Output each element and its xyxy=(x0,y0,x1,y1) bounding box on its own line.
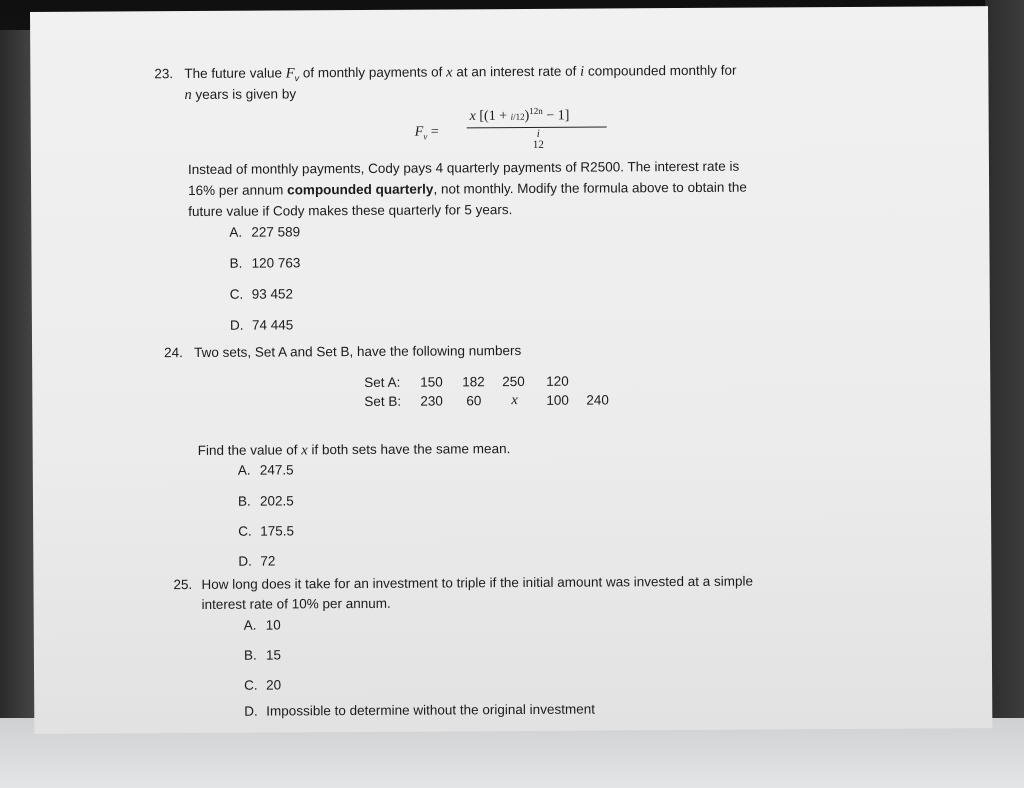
question-23-option-c: C. 93 452 xyxy=(229,286,294,302)
question-23-body-1: Instead of monthly payments, Cody pays 4 quarterly payments of R2500. The interest rate is xyxy=(187,158,740,178)
set-b-value: 240 xyxy=(586,392,609,408)
question-24-option-a: A. 247.5 xyxy=(237,462,294,478)
question-23-line-2: n years is given by xyxy=(184,86,297,104)
formula-numerator: x $[(1 + i/12)^{12n} - 1]$ xyxy=(469,105,570,124)
question-25-option-a: A. 10 xyxy=(243,617,281,633)
question-24-option-c: C. 175.5 xyxy=(238,523,295,539)
question-25-option-d: D. Impossible to determine without the original investment xyxy=(244,701,595,719)
set-b-value: x xyxy=(511,392,518,409)
question-23-body-2: 16% per annum compounded quarterly, not monthly. Modify the formula above to obtain the xyxy=(188,179,747,199)
question-24-option-d: D. 72 xyxy=(238,553,276,569)
question-25-line-2: interest rate of 10% per annum. xyxy=(201,595,391,612)
formula-lhs: $F_v$ = xyxy=(414,124,439,142)
question-23-option-a: A. 227 589 xyxy=(229,224,301,240)
set-b-value: 60 xyxy=(466,393,482,409)
question-24-number: 24. xyxy=(164,345,183,361)
document-page xyxy=(30,6,992,734)
set-a-value: 120 xyxy=(546,373,569,389)
question-23-option-b: B. 120 763 xyxy=(229,255,301,271)
formula-denominator: i 12 xyxy=(532,127,544,151)
question-23-number: 23. xyxy=(154,66,174,82)
set-a-value: 150 xyxy=(420,374,443,390)
question-25-line-1: How long does it take for an investment to triple if the initial amount was invested at a simple xyxy=(201,573,754,592)
set-a-value: 250 xyxy=(502,373,525,390)
set-a-value: 182 xyxy=(462,374,485,390)
set-b-label: Set B: xyxy=(364,393,402,409)
question-24-option-b: B. 202.5 xyxy=(237,493,294,509)
question-23-line-1: The future value $F_v$ of monthly payments of x at an interest rate of i compounded monthly for xyxy=(184,62,737,84)
question-24-prompt: Find the value of x if both sets have the same mean. xyxy=(197,441,511,459)
question-24-text: Two sets, Set A and Set B, have the following numbers xyxy=(194,343,522,361)
question-25-number: 25. xyxy=(173,577,193,593)
future-value-formula xyxy=(415,100,615,161)
question-25-option-b: B. 15 xyxy=(243,647,282,663)
question-23-body-3: future value if Cody makes these quarterly for 5 years. xyxy=(188,202,513,220)
set-b-value: 230 xyxy=(420,393,443,409)
set-a-label: Set A: xyxy=(364,374,401,390)
set-b-value: 100 xyxy=(546,392,569,408)
question-23-option-d: D. 74 445 xyxy=(229,317,294,333)
question-25-option-c: C. 20 xyxy=(244,677,282,693)
